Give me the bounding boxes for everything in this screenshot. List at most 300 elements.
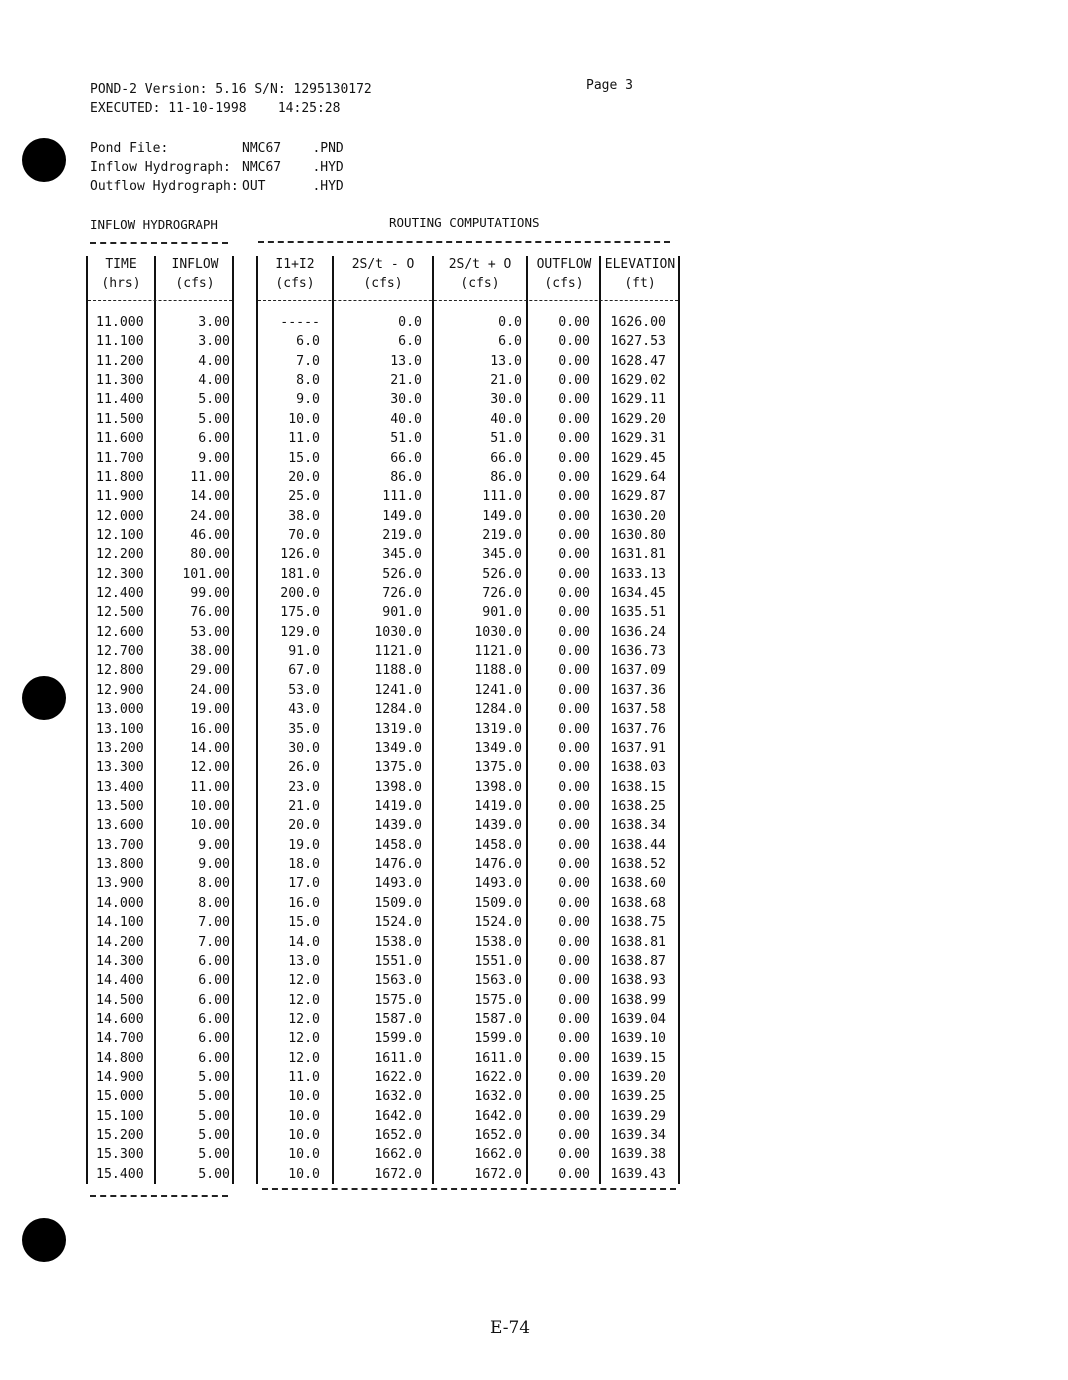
rule-bottom-left — [90, 1195, 228, 1197]
i1i2-cell: 12.0 — [288, 973, 320, 989]
2s-minus-o-cell: 1188.0 — [374, 663, 422, 679]
time-cell: 11.400 — [96, 392, 144, 408]
time-cell: 12.200 — [96, 547, 144, 563]
2s-minus-o-cell: 1493.0 — [374, 876, 422, 892]
outflow-cell: 0.00 — [558, 644, 590, 660]
i1i2-cell: 10.0 — [288, 1089, 320, 1105]
col-time-unit: (hrs) — [101, 276, 141, 291]
inflow-cell: 99.00 — [190, 586, 230, 602]
i1i2-cell: 200.0 — [280, 586, 320, 602]
i1i2-cell: 6.0 — [296, 334, 320, 350]
elevation-cell: 1636.24 — [610, 624, 666, 640]
elevation-cell: 1637.76 — [610, 721, 666, 737]
2s-minus-o-cell: 1575.0 — [374, 992, 422, 1008]
i1i2-cell: 43.0 — [288, 702, 320, 718]
separator — [526, 256, 528, 1184]
inflow-cell: 6.00 — [198, 973, 230, 989]
time-cell: 12.500 — [96, 605, 144, 621]
version-line: POND-2 Version: 5.16 S/N: 1295130172 — [90, 82, 372, 97]
2s-plus-o-cell: 1349.0 — [474, 740, 522, 756]
outflow-cell: 0.00 — [558, 779, 590, 795]
elevation-cell: 1639.43 — [610, 1166, 666, 1182]
rule-top-left — [90, 242, 228, 244]
inflow-hydrograph-value: NMC67 .HYD — [242, 160, 344, 175]
2s-plus-o-cell: 1121.0 — [474, 644, 522, 660]
outflow-hydrograph-label: Outflow Hydrograph: — [90, 179, 239, 194]
inflow-cell: 8.00 — [198, 876, 230, 892]
2s-minus-o-cell: 1419.0 — [374, 799, 422, 814]
elevation-cell: 1639.20 — [610, 1070, 666, 1086]
separator — [599, 256, 601, 1184]
outflow-cell: 0.00 — [558, 1147, 590, 1163]
elevation-cell: 1634.45 — [610, 586, 666, 602]
time-cell: 13.700 — [96, 837, 144, 853]
2s-plus-o-cell: 1538.0 — [474, 934, 522, 950]
i1i2-cell: 175.0 — [280, 605, 320, 621]
i1i2-cell: 18.0 — [288, 857, 320, 873]
inflow-cell: 5.00 — [198, 1089, 230, 1105]
2s-plus-o-cell: 111.0 — [482, 489, 522, 505]
col-2s-plus-unit: (cfs) — [460, 276, 500, 291]
outflow-cell: 0.00 — [558, 450, 590, 466]
outflow-cell: 0.00 — [558, 1108, 590, 1124]
i1i2-cell: 35.0 — [288, 721, 320, 737]
2s-minus-o-cell: 111.0 — [382, 489, 422, 505]
2s-plus-o-cell: 1662.0 — [474, 1147, 522, 1163]
time-cell: 13.000 — [96, 702, 144, 718]
elevation-cell: 1629.31 — [610, 431, 666, 447]
2s-minus-o-cell: 1587.0 — [374, 1011, 422, 1027]
outflow-cell: 0.00 — [558, 431, 590, 447]
outflow-cell: 0.00 — [558, 605, 590, 621]
inflow-cell: 9.00 — [198, 837, 230, 853]
time-cell: 13.400 — [96, 779, 144, 795]
time-cell: 13.300 — [96, 760, 144, 776]
2s-plus-o-cell: 1642.0 — [474, 1108, 522, 1124]
inflow-cell: 7.00 — [198, 915, 230, 931]
elevation-cell: 1638.52 — [610, 857, 666, 873]
2s-minus-o-cell: 1458.0 — [374, 837, 422, 853]
2s-plus-o-cell: 40.0 — [490, 411, 522, 427]
i1i2-cell: 26.0 — [288, 760, 320, 776]
i1i2-cell: 11.0 — [288, 1070, 320, 1086]
elevation-cell: 1629.20 — [610, 411, 666, 427]
col-2s-minus-header: 2S/t - O — [351, 257, 415, 272]
routing-computations-title: ROUTING COMPUTATIONS — [389, 215, 540, 230]
time-cell: 14.500 — [96, 992, 144, 1008]
2s-plus-o-cell: 1551.0 — [474, 953, 522, 969]
i1i2-cell: 7.0 — [296, 353, 320, 369]
i1i2-cell: ----- — [280, 315, 320, 330]
2s-plus-o-cell: 1599.0 — [474, 1031, 522, 1047]
time-cell: 12.100 — [96, 527, 144, 543]
time-cell: 14.000 — [96, 895, 144, 911]
inflow-cell: 29.00 — [190, 663, 230, 679]
elevation-cell: 1630.80 — [610, 527, 666, 543]
outflow-cell: 0.00 — [558, 663, 590, 679]
2s-minus-o-cell: 345.0 — [382, 547, 422, 563]
2s-plus-o-cell: 901.0 — [482, 605, 522, 621]
inflow-cell: 10.00 — [190, 799, 230, 814]
time-cell: 11.800 — [96, 469, 144, 485]
elevation-cell: 1638.68 — [610, 895, 666, 911]
2s-plus-o-cell: 86.0 — [490, 469, 522, 485]
2s-minus-o-cell: 901.0 — [382, 605, 422, 621]
i1i2-cell: 15.0 — [288, 915, 320, 931]
inflow-cell: 6.00 — [198, 1011, 230, 1027]
i1i2-cell: 30.0 — [288, 740, 320, 756]
2s-minus-o-cell: 1319.0 — [374, 721, 422, 737]
outflow-cell: 0.00 — [558, 740, 590, 756]
elevation-cell: 1639.25 — [610, 1089, 666, 1105]
2s-plus-o-cell: 1672.0 — [474, 1166, 522, 1182]
elevation-cell: 1636.73 — [610, 644, 666, 660]
outflow-cell: 0.00 — [558, 334, 590, 350]
elevation-cell: 1631.81 — [610, 547, 666, 563]
elevation-cell: 1639.15 — [610, 1050, 666, 1066]
2s-plus-o-cell: 21.0 — [490, 373, 522, 389]
time-cell: 14.600 — [96, 1011, 144, 1027]
2s-minus-o-cell: 1524.0 — [374, 915, 422, 931]
2s-plus-o-cell: 1622.0 — [474, 1070, 522, 1086]
i1i2-cell: 67.0 — [288, 663, 320, 679]
i1i2-cell: 14.0 — [288, 934, 320, 950]
i1i2-cell: 12.0 — [288, 1011, 320, 1027]
separator — [432, 256, 434, 1184]
elevation-cell: 1627.53 — [610, 334, 666, 350]
outflow-cell: 0.00 — [558, 411, 590, 427]
separator — [154, 256, 156, 1184]
2s-plus-o-cell: 1493.0 — [474, 876, 522, 892]
2s-minus-o-cell: 66.0 — [390, 450, 422, 466]
2s-plus-o-cell: 1575.0 — [474, 992, 522, 1008]
2s-minus-o-cell: 1632.0 — [374, 1089, 422, 1105]
elevation-cell: 1638.25 — [610, 799, 666, 814]
rule-top-right — [258, 241, 670, 243]
elevation-cell: 1629.45 — [610, 450, 666, 466]
outflow-cell: 0.00 — [558, 373, 590, 389]
outflow-cell: 0.00 — [558, 1166, 590, 1182]
outflow-cell: 0.00 — [558, 953, 590, 969]
elevation-cell: 1633.13 — [610, 566, 666, 582]
i1i2-cell: 10.0 — [288, 1147, 320, 1163]
separator — [232, 256, 234, 1184]
col-outflow-header: OUTFLOW — [536, 257, 592, 272]
separator — [332, 256, 334, 1184]
time-cell: 15.200 — [96, 1128, 144, 1144]
outflow-cell: 0.00 — [558, 1089, 590, 1105]
elevation-cell: 1628.47 — [610, 353, 666, 369]
2s-plus-o-cell: 219.0 — [482, 527, 522, 543]
2s-minus-o-cell: 1284.0 — [374, 702, 422, 718]
unit-header-row — [84, 276, 684, 295]
2s-plus-o-cell: 1652.0 — [474, 1128, 522, 1144]
elevation-cell: 1638.34 — [610, 818, 666, 834]
i1i2-cell: 17.0 — [288, 876, 320, 892]
2s-minus-o-cell: 13.0 — [390, 353, 422, 369]
time-cell: 14.400 — [96, 973, 144, 989]
2s-minus-o-cell: 1622.0 — [374, 1070, 422, 1086]
elevation-cell: 1639.04 — [610, 1011, 666, 1027]
col-2s-plus-header: 2S/t + O — [448, 257, 512, 272]
2s-minus-o-cell: 1349.0 — [374, 740, 422, 756]
inflow-cell: 12.00 — [190, 760, 230, 776]
inflow-cell: 10.00 — [190, 818, 230, 834]
outflow-cell: 0.00 — [558, 508, 590, 524]
inflow-cell: 46.00 — [190, 527, 230, 543]
col-i1i2-unit: (cfs) — [275, 276, 315, 291]
2s-plus-o-cell: 345.0 — [482, 547, 522, 563]
elevation-cell: 1638.03 — [610, 760, 666, 776]
inflow-cell: 9.00 — [198, 857, 230, 873]
time-cell: 14.200 — [96, 934, 144, 950]
time-cell: 12.000 — [96, 508, 144, 524]
inflow-cell: 11.00 — [190, 469, 230, 485]
time-cell: 13.500 — [96, 799, 144, 814]
2s-plus-o-cell: 526.0 — [482, 566, 522, 582]
i1i2-cell: 16.0 — [288, 895, 320, 911]
outflow-cell: 0.00 — [558, 799, 590, 814]
elevation-cell: 1626.00 — [610, 315, 666, 330]
i1i2-cell: 13.0 — [288, 953, 320, 969]
2s-plus-o-cell: 1587.0 — [474, 1011, 522, 1027]
2s-minus-o-cell: 1599.0 — [374, 1031, 422, 1047]
elevation-cell: 1629.87 — [610, 489, 666, 505]
i1i2-cell: 8.0 — [296, 373, 320, 389]
2s-plus-o-cell: 1524.0 — [474, 915, 522, 931]
inflow-cell: 7.00 — [198, 934, 230, 950]
col-2s-minus-unit: (cfs) — [363, 276, 403, 291]
2s-plus-o-cell: 0.0 — [498, 315, 522, 330]
time-cell: 12.700 — [96, 644, 144, 660]
elevation-cell: 1637.09 — [610, 663, 666, 679]
outflow-cell: 0.00 — [558, 915, 590, 931]
inflow-cell: 6.00 — [198, 1050, 230, 1066]
i1i2-cell: 53.0 — [288, 682, 320, 698]
inflow-cell: 24.00 — [190, 682, 230, 698]
inflow-cell: 14.00 — [190, 740, 230, 756]
time-cell: 12.800 — [96, 663, 144, 679]
2s-minus-o-cell: 726.0 — [382, 586, 422, 602]
outflow-cell: 0.00 — [558, 489, 590, 505]
i1i2-cell: 20.0 — [288, 469, 320, 485]
2s-minus-o-cell: 51.0 — [390, 431, 422, 447]
outflow-cell: 0.00 — [558, 1011, 590, 1027]
2s-minus-o-cell: 1509.0 — [374, 895, 422, 911]
2s-minus-o-cell: 526.0 — [382, 566, 422, 582]
inflow-cell: 53.00 — [190, 624, 230, 640]
col-outflow-unit: (cfs) — [544, 276, 584, 291]
inflow-cell: 5.00 — [198, 1128, 230, 1144]
outflow-cell: 0.00 — [558, 586, 590, 602]
inflow-hydrograph-label: Inflow Hydrograph: — [90, 160, 231, 175]
inflow-cell: 38.00 — [190, 644, 230, 660]
inflow-cell: 6.00 — [198, 1031, 230, 1047]
inflow-cell: 5.00 — [198, 1147, 230, 1163]
2s-plus-o-cell: 30.0 — [490, 392, 522, 408]
2s-plus-o-cell: 1319.0 — [474, 721, 522, 737]
punch-hole-top — [22, 138, 66, 182]
2s-minus-o-cell: 40.0 — [390, 411, 422, 427]
2s-minus-o-cell: 1030.0 — [374, 624, 422, 640]
time-cell: 15.300 — [96, 1147, 144, 1163]
time-cell: 14.300 — [96, 953, 144, 969]
elevation-cell: 1639.34 — [610, 1128, 666, 1144]
2s-minus-o-cell: 6.0 — [398, 334, 422, 350]
2s-minus-o-cell: 219.0 — [382, 527, 422, 543]
inflow-cell: 101.00 — [182, 566, 230, 582]
2s-plus-o-cell: 1188.0 — [474, 663, 522, 679]
inflow-hydrograph-title: INFLOW HYDROGRAPH — [90, 217, 218, 232]
time-cell: 12.300 — [96, 566, 144, 582]
i1i2-cell: 10.0 — [288, 411, 320, 427]
elevation-cell: 1638.15 — [610, 779, 666, 795]
time-cell: 15.000 — [96, 1089, 144, 1105]
executed-line: EXECUTED: 11-10-1998 14:25:28 — [90, 101, 341, 116]
i1i2-cell: 181.0 — [280, 566, 320, 582]
2s-plus-o-cell: 1398.0 — [474, 779, 522, 795]
time-cell: 13.100 — [96, 721, 144, 737]
inflow-cell: 16.00 — [190, 721, 230, 737]
elevation-cell: 1639.29 — [610, 1108, 666, 1124]
outflow-cell: 0.00 — [558, 973, 590, 989]
2s-minus-o-cell: 1662.0 — [374, 1147, 422, 1163]
outflow-cell: 0.00 — [558, 837, 590, 853]
i1i2-cell: 9.0 — [296, 392, 320, 408]
2s-minus-o-cell: 1611.0 — [374, 1050, 422, 1066]
elevation-cell: 1639.10 — [610, 1031, 666, 1047]
elevation-cell: 1638.81 — [610, 934, 666, 950]
time-cell: 15.100 — [96, 1108, 144, 1124]
inflow-cell: 5.00 — [198, 1070, 230, 1086]
elevation-cell: 1637.91 — [610, 740, 666, 756]
i1i2-cell: 70.0 — [288, 527, 320, 543]
page-footer: E-74 — [490, 1318, 531, 1338]
elevation-cell: 1638.75 — [610, 915, 666, 931]
col-i1i2-header: I1+I2 — [275, 257, 315, 272]
outflow-cell: 0.00 — [558, 392, 590, 408]
2s-plus-o-cell: 66.0 — [490, 450, 522, 466]
i1i2-cell: 21.0 — [288, 799, 320, 814]
time-cell: 11.600 — [96, 431, 144, 447]
i1i2-cell: 12.0 — [288, 1031, 320, 1047]
i1i2-cell: 10.0 — [288, 1128, 320, 1144]
col-elevation-header: ELEVATION — [604, 257, 676, 272]
elevation-cell: 1639.38 — [610, 1147, 666, 1163]
i1i2-cell: 91.0 — [288, 644, 320, 660]
2s-minus-o-cell: 1439.0 — [374, 818, 422, 834]
outflow-cell: 0.00 — [558, 566, 590, 582]
2s-plus-o-cell: 6.0 — [498, 334, 522, 350]
elevation-cell: 1637.58 — [610, 702, 666, 718]
2s-plus-o-cell: 726.0 — [482, 586, 522, 602]
2s-minus-o-cell: 30.0 — [390, 392, 422, 408]
outflow-cell: 0.00 — [558, 934, 590, 950]
i1i2-cell: 25.0 — [288, 489, 320, 505]
elevation-cell: 1638.99 — [610, 992, 666, 1008]
inflow-cell: 3.00 — [198, 334, 230, 350]
i1i2-cell: 12.0 — [288, 1050, 320, 1066]
rule-bottom-right — [262, 1188, 676, 1190]
outflow-cell: 0.00 — [558, 315, 590, 330]
elevation-cell: 1637.36 — [610, 682, 666, 698]
punch-hole-bottom — [22, 1218, 66, 1262]
i1i2-cell: 38.0 — [288, 508, 320, 524]
i1i2-cell: 129.0 — [280, 624, 320, 640]
time-cell: 11.500 — [96, 411, 144, 427]
i1i2-cell: 10.0 — [288, 1166, 320, 1182]
elevation-cell: 1638.87 — [610, 953, 666, 969]
outflow-cell: 0.00 — [558, 876, 590, 892]
time-cell: 11.000 — [96, 315, 144, 330]
2s-minus-o-cell: 86.0 — [390, 469, 422, 485]
2s-plus-o-cell: 1476.0 — [474, 857, 522, 873]
elevation-cell: 1638.93 — [610, 973, 666, 989]
time-cell: 15.400 — [96, 1166, 144, 1182]
pond-file-value: NMC67 .PND — [242, 141, 344, 156]
page-number: Page 3 — [586, 78, 633, 93]
inflow-cell: 3.00 — [198, 315, 230, 330]
2s-minus-o-cell: 1241.0 — [374, 682, 422, 698]
time-cell: 11.200 — [96, 353, 144, 369]
pond-file-label: Pond File: — [90, 141, 169, 156]
outflow-cell: 0.00 — [558, 702, 590, 718]
time-cell: 12.900 — [96, 682, 144, 698]
outflow-cell: 0.00 — [558, 1128, 590, 1144]
time-cell: 13.800 — [96, 857, 144, 873]
separator — [86, 256, 88, 1184]
i1i2-cell: 19.0 — [288, 837, 320, 853]
i1i2-cell: 12.0 — [288, 992, 320, 1008]
time-cell: 12.600 — [96, 624, 144, 640]
col-elevation-unit: (ft) — [624, 276, 656, 291]
outflow-hydrograph-value: OUT .HYD — [242, 179, 344, 194]
elevation-cell: 1629.64 — [610, 469, 666, 485]
outflow-cell: 0.00 — [558, 527, 590, 543]
separator — [678, 256, 680, 1184]
elevation-cell: 1635.51 — [610, 605, 666, 621]
outflow-cell: 0.00 — [558, 818, 590, 834]
i1i2-cell: 10.0 — [288, 1108, 320, 1124]
outflow-cell: 0.00 — [558, 992, 590, 1008]
2s-plus-o-cell: 1611.0 — [474, 1050, 522, 1066]
outflow-cell: 0.00 — [558, 624, 590, 640]
time-cell: 14.800 — [96, 1050, 144, 1066]
i1i2-cell: 126.0 — [280, 547, 320, 563]
elevation-cell: 1629.11 — [610, 392, 666, 408]
2s-plus-o-cell: 13.0 — [490, 353, 522, 369]
outflow-cell: 0.00 — [558, 895, 590, 911]
inflow-cell: 5.00 — [198, 392, 230, 408]
time-cell: 12.400 — [96, 586, 144, 602]
2s-plus-o-cell: 1439.0 — [474, 818, 522, 834]
i1i2-cell: 11.0 — [288, 431, 320, 447]
2s-plus-o-cell: 1241.0 — [474, 682, 522, 698]
2s-minus-o-cell: 1642.0 — [374, 1108, 422, 1124]
col-time-header: TIME — [105, 257, 137, 272]
2s-plus-o-cell: 1030.0 — [474, 624, 522, 640]
2s-minus-o-cell: 1398.0 — [374, 779, 422, 795]
2s-minus-o-cell: 1672.0 — [374, 1166, 422, 1182]
time-cell: 13.600 — [96, 818, 144, 834]
2s-minus-o-cell: 1563.0 — [374, 973, 422, 989]
i1i2-cell: 15.0 — [288, 450, 320, 466]
2s-minus-o-cell: 1538.0 — [374, 934, 422, 950]
inflow-cell: 4.00 — [198, 373, 230, 389]
2s-plus-o-cell: 51.0 — [490, 431, 522, 447]
2s-minus-o-cell: 1375.0 — [374, 760, 422, 776]
outflow-cell: 0.00 — [558, 1070, 590, 1086]
